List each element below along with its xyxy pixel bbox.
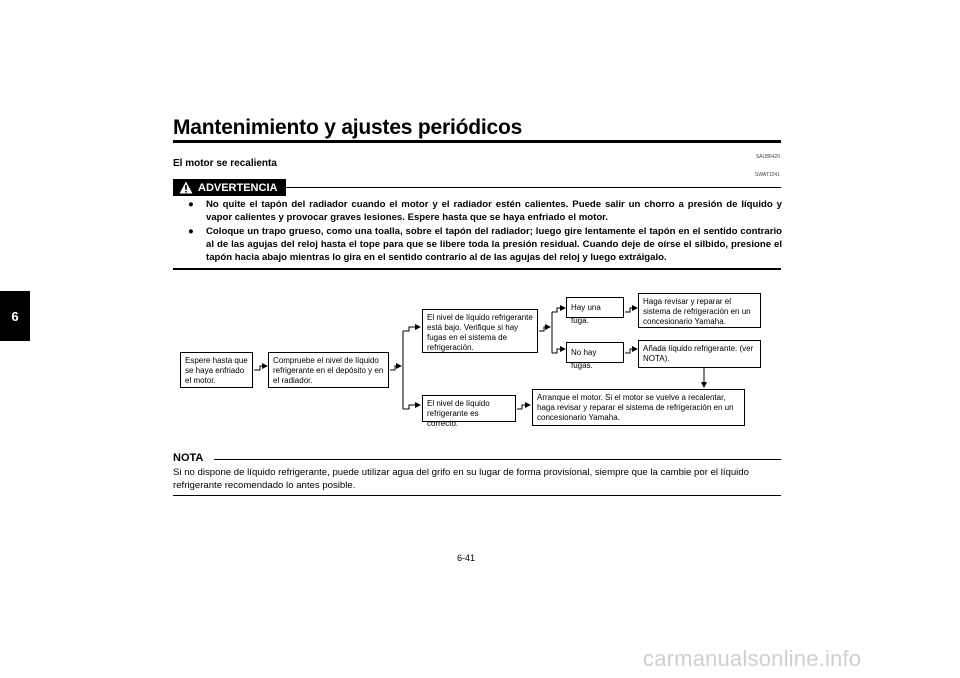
arrow-to-leak: [552, 308, 565, 312]
step-repair: Haga revisar y reparar el sistema de refrigeración en un concesionario Yamaha.: [638, 293, 761, 328]
arrow-to-no-leak: [552, 349, 565, 353]
watermark: carmanualsonline.info: [643, 646, 862, 671]
warning-code: SWAT1041: [754, 172, 780, 178]
page-title: Mantenimiento y ajustes periódicos: [173, 116, 523, 139]
warning-item-text: No quite el tapón del radiador cuando el motor y el radiador estén calientes. Puede salir un chorro a presión de líquido y vapor calientes y provocar graves lesiones. Espere hasta que se haya enfriado el motor.: [206, 199, 782, 224]
step-no-leak: No hay fugas.: [566, 342, 624, 363]
section-heading: El motor se recalienta: [173, 158, 277, 169]
arrow-correct-to-start: [517, 405, 530, 409]
arrow-low-out: [539, 327, 550, 331]
chapter-tab: 6: [0, 291, 30, 341]
step-level-low: El nivel de líquido refrigerante está bajo. Verifique si hay fugas en el sistema de refrigeración.: [422, 309, 538, 353]
step-level-correct: El nivel de líquido refrigerante es correcto.: [422, 395, 516, 422]
step-start-engine: Arranque el motor. Si el motor se vuelve a recalentar, haga revisar y reparar el sistema de refrigeración en un concesionario Yamaha.: [532, 389, 745, 426]
arrow-check-out: [390, 366, 401, 370]
step-add-coolant: Añada líquido refrigerante. (ver NOTA).: [638, 340, 761, 368]
arrow-wait-to-check: [254, 366, 267, 370]
note-end-rule: [173, 495, 781, 496]
warning-item-text: Coloque un trapo grueso, como una toalla, sobre el tapón del radiador; luego gire lentamente el tapón en el sentido contrario al de las agujas del reloj hasta el tope para que se libere toda la presión residual. Cuando deje de oírse el silbido, presione el tapón hacia abajo mientras lo gira en el sentido contrario al de las agujas del reloj y luego extráigalo.: [206, 225, 782, 264]
arrow-leak-to-repair: [625, 308, 637, 312]
bullet-icon: ●: [188, 199, 194, 210]
step-wait: Espere hasta que se haya enfriado el motor.: [180, 352, 253, 388]
warning-label: ADVERTENCIA: [198, 181, 278, 194]
note-rule: [214, 459, 781, 460]
note-label: NOTA: [173, 452, 204, 464]
step-leak: Hay una fuga.: [566, 297, 624, 318]
arrow-to-low: [403, 327, 420, 331]
arrow-to-correct: [403, 405, 420, 409]
section-code: SAU86420: [755, 154, 780, 160]
bullet-icon: ●: [188, 225, 194, 237]
step-check-level: Compruebe el nivel de líquido refrigerante en el depósito y en el radiador.: [268, 352, 389, 388]
arrow-noleak-to-add: [625, 349, 637, 353]
note-text: Si no dispone de líquido refrigerante, puede utilizar agua del grifo en su lugar de forma provisional, siempre que la cambie por el líquido refrigerante recomendado lo antes posible.: [173, 467, 749, 491]
page-number: 6-41: [457, 553, 476, 563]
